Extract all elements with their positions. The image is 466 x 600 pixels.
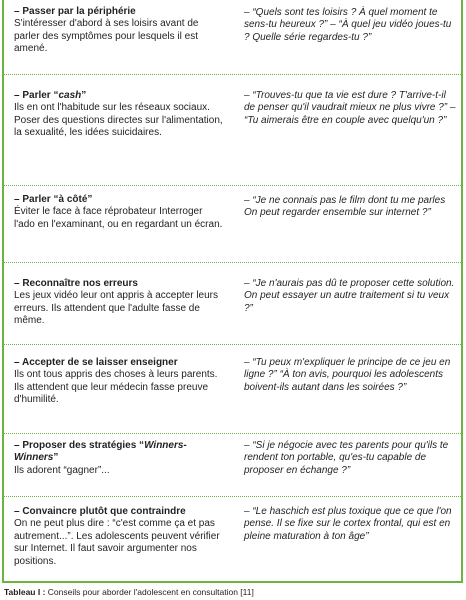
row-body: Éviter le face à face réprobateur Interroger l'ado en l'examinant, ou en regardant un écran. (14, 206, 223, 230)
row-body: On ne peut plus dire : “c'est comme ça et pas autrement...”. Les adolescents peuvent vérifier sur Internet. Il faut savoir argumenter nos positions. (14, 518, 220, 567)
left-cell (14, 6, 226, 56)
left-cell (14, 357, 226, 407)
quote-cell: – “Si je négocie avec tes parents pour qu'ils te rendent ton portable, qu'es-tu capable de proposer en échange ?” (244, 440, 449, 476)
row-separator (4, 433, 461, 434)
row-heading: – Parler “cash” (14, 90, 87, 101)
row-separator (4, 74, 461, 75)
quote-cell: – “Le haschich est plus toxique que ce que l'on pense. Il se fixe sur le cortex frontal, qui est en pleine maturation à ton âge” (244, 506, 452, 542)
row-body: Ils en ont l'habitude sur les réseaux sociaux. Poser des questions directes sur l'alimentation, la sexualité, les idées suicidaires. (14, 102, 223, 139)
row-heading: – Accepter de se laisser enseigner (14, 357, 178, 368)
row-heading: – Passer par la périphérie (14, 6, 136, 17)
caption-text: Conseils pour aborder l'adolescent en consultation [11] (45, 587, 254, 597)
row-heading: – Proposer des stratégies “Winners-Winners” (14, 440, 187, 464)
quote-cell: – “Tu peux m'expliquer le principe de ce jeu en ligne ?” “À ton avis, pourquoi les adolescents boivent-ils autant dans les soirées ?” (244, 357, 451, 393)
row-body: Ils ont tous appris des choses à leurs parents. Ils attendent que leur médecin fasse preuve d'humilité. (14, 369, 218, 406)
left-cell (14, 506, 226, 568)
quote-cell: – “Je ne connais pas le film dont tu me parles On peut regarder ensemble sur internet ?” (244, 195, 446, 219)
caption-label: Tableau I : (4, 587, 46, 597)
row-separator (4, 496, 461, 497)
row-body: S'intéresser d'abord à ses loisirs avant de parler des symptômes pour lesquels il est amené. (14, 18, 199, 55)
row-heading: – Convaincre plutôt que contraindre (14, 506, 186, 517)
row-body: Ils adorent “gagner”... (14, 464, 110, 476)
advice-table (2, 0, 463, 583)
quote-cell: – “Quels sont tes loisirs ? À quel moment te sens-tu heureux ?” – “À quel jeu vidéo joues-tu ? Quelle série regardes-tu ?” (244, 7, 452, 43)
quote-cell: – “Trouves-tu que ta vie est dure ? T'arrive-t-il de penser qu'il vaudrait mieux ne plus vivre ?” – “Tu aimerais être en couple avec quelqu'un ?” (244, 90, 456, 126)
table-caption (4, 587, 254, 597)
left-cell (14, 278, 226, 328)
row-separator (4, 262, 461, 263)
row-separator (4, 185, 461, 186)
left-cell (14, 194, 226, 231)
row-heading: – Parler “à côté” (14, 194, 93, 205)
row-heading: – Reconnaître nos erreurs (14, 278, 138, 289)
left-cell (14, 440, 226, 477)
left-cell (14, 90, 226, 140)
row-separator (4, 344, 461, 345)
quote-cell: – “Je n'aurais pas dû te proposer cette solution. On peut essayer un autre traitement si tu veux ?” (244, 278, 455, 314)
row-body: Les jeux vidéo leur ont appris à accepter leurs erreurs. Ils attendent que l'adulte fasse de même. (14, 290, 219, 327)
